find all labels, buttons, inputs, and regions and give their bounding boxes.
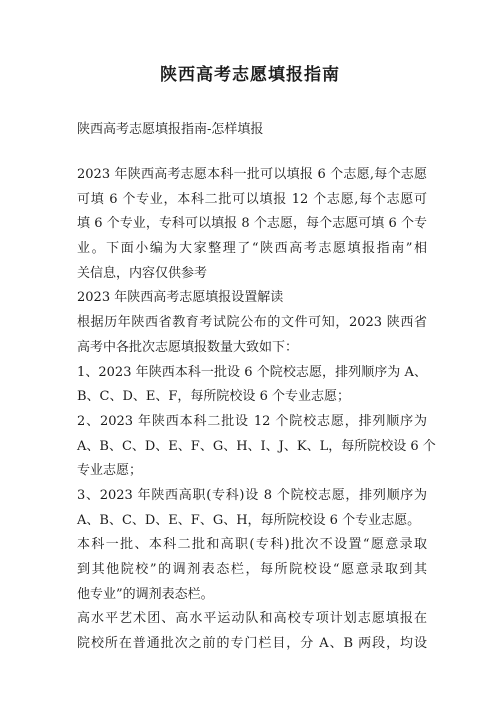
body-line: 3、2023 年陕西高职(专科)设 8 个院校志愿，排列顺序为 bbox=[77, 487, 427, 503]
body-line: 2023 年陕西高考志愿本科一批可以填报 6 个志愿,每个志愿 bbox=[77, 167, 427, 182]
body-line: 高考中各批次志愿填报数量大致如下： bbox=[77, 339, 299, 355]
document-subtitle: 陕西高考志愿填报指南-怎样填报 bbox=[77, 122, 264, 137]
body-line: 他专业”的调剂表态栏。 bbox=[77, 586, 214, 602]
body-line: 到其他院校”的调剂表态栏，每所院校设“愿意录取到其 bbox=[77, 562, 427, 577]
body-line: 1、2023 年陕西本科一批设 6 个院校志愿，排列顺序为 A、 bbox=[77, 364, 427, 380]
body-line: 高水平艺术团、高水平运动队和高校专项计划志愿填报在 bbox=[77, 611, 427, 627]
body-line: 本科一批、本科二批和高职(专科)批次不设置“愿意录取 bbox=[77, 537, 427, 553]
body-line: 可填 6 个专业，本科二批可以填报 12 个志愿,每个志愿可 bbox=[77, 191, 427, 207]
body-line: 根据历年陕西省教育考试院公布的文件可知，2023 陕西省 bbox=[77, 315, 427, 331]
body-line: A、B、C、D、E、F、G、H，每所院校设 6 个专业志愿。 bbox=[77, 512, 421, 528]
body-line: 2023 年陕西高考志愿填报设置解读 bbox=[77, 290, 284, 306]
body-line: 业。下面小编为大家整理了“陕西高考志愿填报指南”相 bbox=[77, 241, 427, 257]
body-line: B、C、D、E、F，每所院校设 6 个专业志愿； bbox=[77, 389, 350, 405]
body-line: A、B、C、D、E、F、G、H、I、J、K、L，每所院校设 6 个 bbox=[77, 438, 436, 454]
body-line: 关信息，内容仅供参考 bbox=[77, 265, 208, 281]
body-line: 专业志愿； bbox=[77, 463, 143, 479]
document-title: 陕西高考志愿填报指南 bbox=[160, 65, 340, 85]
body-line: 院校所在普通批次之前的专门栏目，分 A、B 两段，均设 bbox=[77, 636, 427, 652]
body-line: 2、2023 年陕西本科二批设 12 个院校志愿，排列顺序为 bbox=[77, 413, 427, 429]
document-body bbox=[77, 163, 436, 657]
body-line: 填 6 个专业，专科可以填报 8 个志愿，每个志愿可填 6 个专 bbox=[77, 216, 427, 232]
